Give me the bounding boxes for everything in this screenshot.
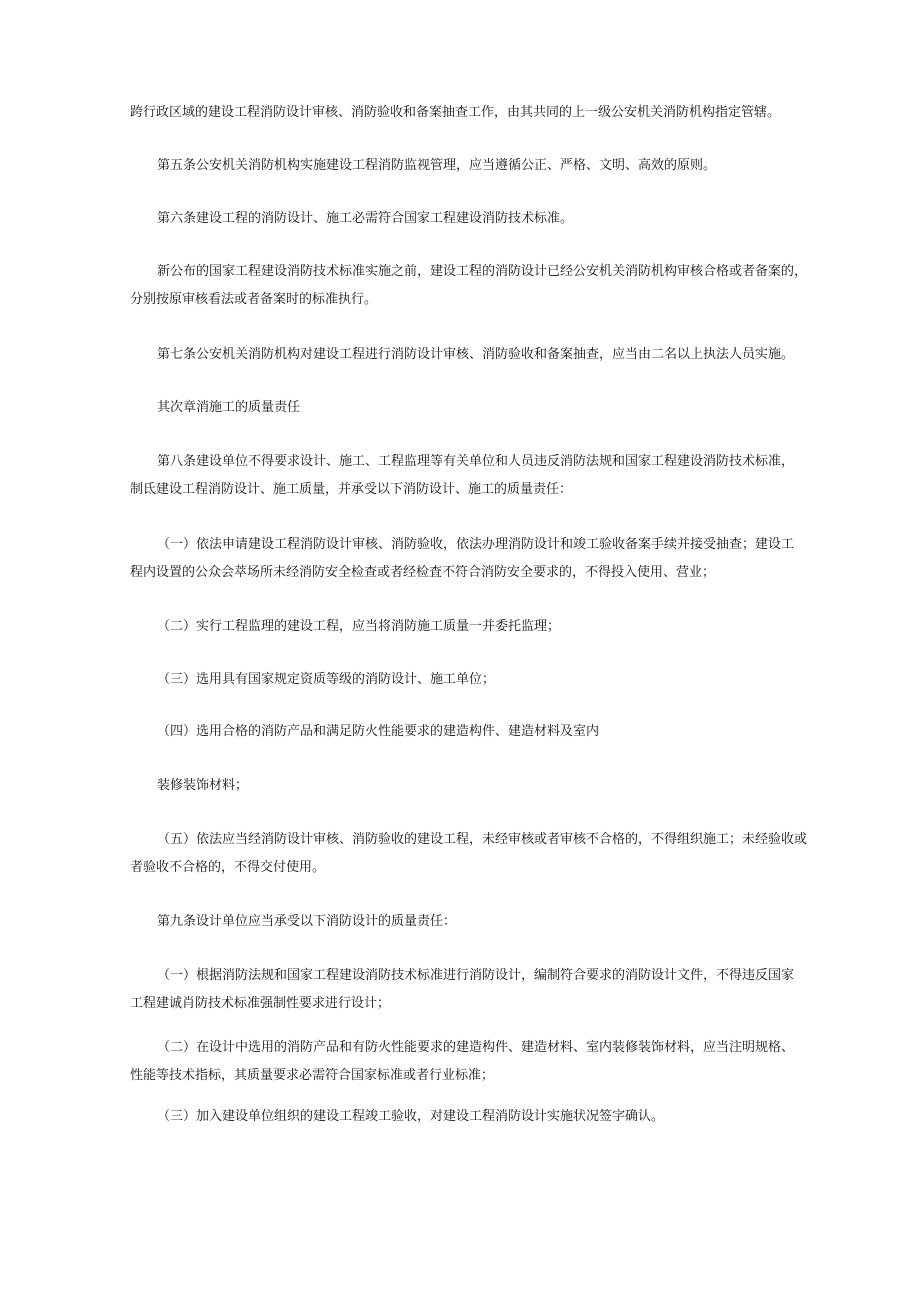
text-line: 第九条设计单位应当承受以下消防设计的质量责任： bbox=[157, 914, 457, 929]
text-line: （三）选用具有国家规定资质等级的消防设计、施工单位； bbox=[157, 672, 496, 687]
text-line: 装修装饰材料； bbox=[157, 778, 249, 793]
paragraph-article-9 bbox=[157, 908, 456, 936]
text-line: 制氐建设工程消防设计、施工质量，并承受以下消防设计、施工的质量责任： bbox=[130, 482, 573, 497]
text-line: 工程建诚肖防技术标准强制性要求进行设计； bbox=[130, 996, 391, 1011]
paragraph-article-8 bbox=[130, 448, 794, 504]
paragraph-item-4 bbox=[157, 718, 599, 746]
paragraph-item-3 bbox=[157, 666, 495, 694]
text-line: 性能等技术指标，其质量要求必需符合国家标准或者行业标准； bbox=[130, 1068, 495, 1083]
text-line: 新公布的国家工程建设消防技术标准实施之前，建设工程的消防设计已经公安机关消防机构审核合格或者备案的， bbox=[157, 264, 808, 279]
chapter-heading bbox=[157, 394, 300, 422]
paragraph-item-2 bbox=[157, 613, 560, 641]
paragraph-item-1 bbox=[130, 531, 794, 587]
paragraph-design-item-1 bbox=[130, 962, 794, 1018]
text-line: （四）选用合格的消防产品和满足防火性能要求的建造构件、建造材料及室内 bbox=[157, 724, 600, 739]
text-line: 跨行政区域的建设工程消防设计审核、消防验收和备案抽查工作，由其共同的上一级公安机关消防机构指定管辖。 bbox=[130, 105, 781, 120]
text-line: （五）依法应当经消防设计审核、消防验收的建设工程，未经审核或者审核不合格的，不得组织施工；未经验收或 bbox=[157, 832, 808, 847]
text-line: 第七条公安机关消防机构对建设工程进行消防设计审核、消防验收和备案抽查，应当由二名以上执法人员实施。 bbox=[157, 347, 795, 362]
text-line: 其次章消施工的质量责任 bbox=[157, 400, 301, 415]
text-line: （二）在设计中选用的消防产品和有防火性能要求的建造构件、建造材料、室内装修装饰材料，应当注明规格、 bbox=[157, 1040, 795, 1055]
paragraph-article-5 bbox=[157, 152, 716, 180]
paragraph-jurisdiction bbox=[130, 99, 780, 127]
text-line: （三）加入建设单位组织的建设工程竣工验收，对建设工程消防设计实施状况签字确认。 bbox=[157, 1109, 665, 1124]
text-line: 分别按原审核看法或者备案时的标准执行。 bbox=[130, 292, 378, 307]
paragraph-item-5 bbox=[130, 826, 807, 882]
text-line: （一）根据消防法规和国家工程建设消防技术标准进行消防设计，编制符合要求的消防设计文件，不得违反国家 bbox=[157, 968, 795, 983]
paragraph-article-7 bbox=[157, 341, 794, 369]
text-line: （二）实行工程监理的建设工程，应当将消防施工质量一并委托监理； bbox=[157, 619, 561, 634]
text-line: 第五条公安机关消防机构实施建设工程消防监视管理，应当遵循公正、严格、文明、高效的原则。 bbox=[157, 158, 717, 173]
text-line: 者验收不合格的，不得交付使用。 bbox=[130, 860, 326, 875]
text-line: 第六条建设工程的消防设计、施工必需符合国家工程建设消防技术标准。 bbox=[157, 211, 574, 226]
paragraph-article-6 bbox=[157, 205, 573, 233]
paragraph-item-4-continued bbox=[157, 772, 248, 800]
paragraph-design-item-2 bbox=[130, 1034, 794, 1090]
paragraph-new-standards bbox=[130, 258, 807, 314]
text-line: 程内设置的公众会萃场所未经消防安全检查或者经检査不符合消防安全要求的，不得投入使用、营业； bbox=[130, 565, 716, 580]
text-line: 第八条建设单位不得要求设计、施工、工程监理等有关单位和人员违反消防法规和国家工程建设消防技术标准， bbox=[157, 454, 795, 469]
text-line: （一）依法申请建设工程消防设计审核、消防验收，依法办理消防设计和竣工验收备案手续并接受抽查；建设工 bbox=[157, 537, 795, 552]
paragraph-design-item-3 bbox=[157, 1103, 664, 1131]
